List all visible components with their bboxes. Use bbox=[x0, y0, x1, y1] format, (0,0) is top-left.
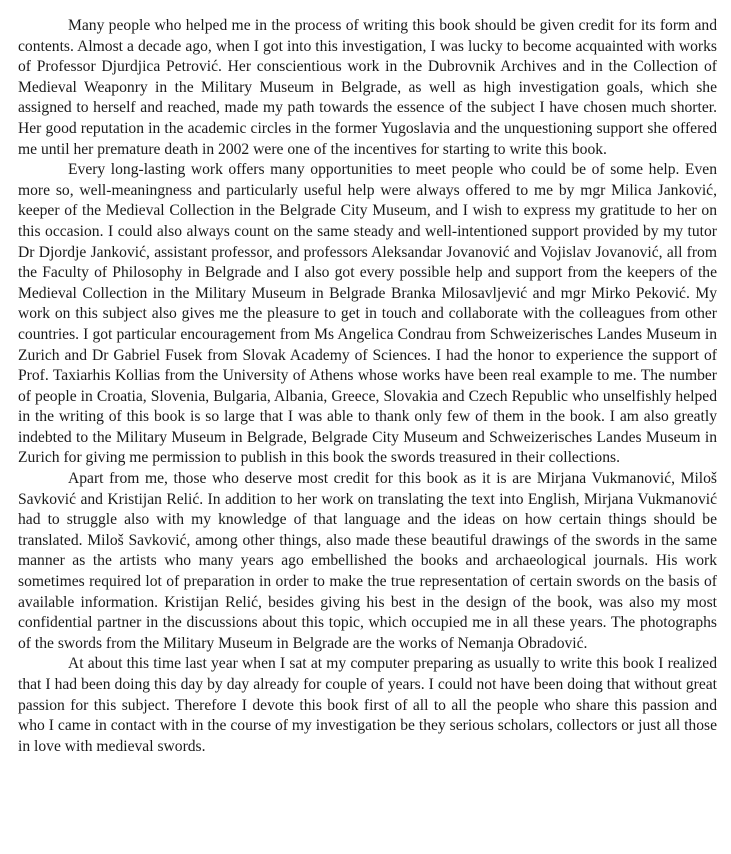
paragraph-acknowledgement-petrovic: Many people who helped me in the process of writing this book should be given credit for its form and contents. Almost a decade ago, when I got into this investigation, I was lucky to become acquainted with works of Professor Djurdjica Petrović. Her conscientious work in the Dubrovnik Archives and in the Collection of Medieval Weaponry in the Military Museum in Belgrade, as well as high investigation goals, which she assigned to herself and reached, made my path towards the essence of the subject I have chosen much shorter. Her good reputation in the academic circles in the former Yugoslavia and the unquestioning support she offered me until her premature death in 2002 were one of the incentives for starting to write this book. bbox=[18, 17, 717, 158]
paragraph-acknowledgement-contributors: Apart from me, those who deserve most credit for this book as it is are Mirjana Vukmanović, Miloš Savković and Kristijan Relić. In addition to her work on translating the text into English, Mirjana Vukmanović had to struggle also with my knowledge of that language and the ideas on how certain things should be translated. Miloš Savković, among other things, also made these beautiful drawings of the swords in the same manner as the artists who many years ago embellished the books and archaeological journals. His work sometimes required lot of preparation in order to make the true representation of certain swords on the basis of available information. Kristijan Relić, besides giving his best in the design of the book, was also my most confidential partner in the discussions about this topic, which occupied me in all these years. The photographs of the swords from the Military Museum in Belgrade are the works of Nemanja Obradović. bbox=[18, 470, 717, 652]
paragraph-acknowledgement-colleagues: Every long-lasting work offers many opportunities to meet people who could be of some help. Even more so, well-meaningness and particularly useful help were always offered to me by mgr Milica Janković, keeper of the Medieval Collection in the Belgrade City Museum, and I wish to express my gratitude to her on this occasion. I could also always count on the same steady and well-intentioned support provided by my tutor Dr Djordje Janković, assistant professor, and professors Aleksandar Jovanović and Vojislav Jovanović, all from the Faculty of Philosophy in Belgrade and I also got every possible help and support from the keepers of the Medieval Collection in the Military Museum in Belgrade Branka Milosavljević and mgr Mirko Peković. My work on this subject also gives me the pleasure to get in touch and collaborate with the colleagues from other countries. I got particular encouragement from Ms Angelica Condrau from Schweizerisches Landes Museum in Zurich and Dr Gabriel Fusek from Slovak Academy of Sciences. I had the honor to experience the support of Prof. Taxiarhis Kollias from the University of Athens whose works have been real example to me. The number of people in Croatia, Slovenia, Bulgaria, Albania, Greece, Slovakia and Czech Republic who unselfishly helped in the writing of this book is so large that I was able to thank only few of them in the book. I am also greatly indebted to the Military Museum in Belgrade, Belgrade City Museum and Schweizerisches Landes Museum in Zurich for giving me permission to publish in this book the swords treasured in their collections. bbox=[18, 161, 717, 467]
paragraph-dedication: At about this time last year when I sat at my computer preparing as usually to write this book I realized that I had been doing this day by day already for couple of years. I could not have been doing that without great passion for this subject. Therefore I devote this book first of all to all the people who share this passion and who I came in contact with in the course of my investigation be they serious scholars, collectors or just all those in love with medieval swords. bbox=[18, 655, 717, 755]
